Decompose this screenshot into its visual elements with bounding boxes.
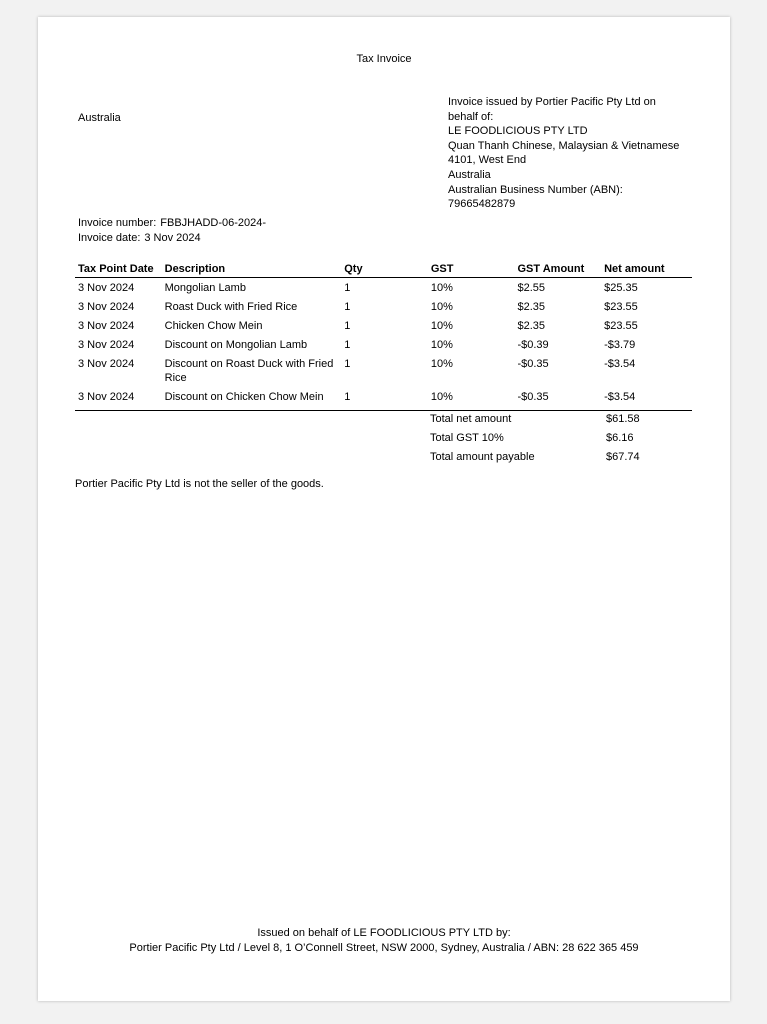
document-title: Tax Invoice (356, 53, 412, 65)
issuer-company: LE FOODLICIOUS PTY LTD (448, 125, 588, 138)
table-row (75, 316, 692, 335)
cell-gst-amount: -$0.39 (517, 339, 549, 351)
header-gst: GST (428, 260, 515, 278)
issuer-country: Australia (448, 168, 491, 181)
cell-gst-amount: $2.55 (517, 282, 545, 294)
cell-net-amount: $23.55 (604, 301, 638, 313)
invoice-meta (78, 216, 266, 245)
table-header-row (75, 260, 692, 278)
cell-gst: 10% (430, 320, 453, 332)
seller-note: Portier Pacific Pty Ltd is not the seller of the goods. (75, 478, 324, 490)
footer-company-details: Portier Pacific Pty Ltd / Level 8, 1 O’Connell Street, NSW 2000, Sydney, Australia / ABN: 28 622 365 459 (129, 942, 639, 954)
issuer-trading-name: Quan Thanh Chinese, Malaysian & Vietnamese (448, 139, 680, 152)
invoice-number-label: Invoice number: (78, 217, 157, 229)
invoice-number-value: FBBJHADD-06-2024- (160, 217, 267, 229)
invoice-number-row (78, 216, 266, 231)
issuer-address: 4101, West End (448, 154, 527, 167)
cell-net-amount: $23.55 (604, 320, 638, 332)
invoice-date-value: 3 Nov 2024 (144, 231, 201, 244)
footer-issued-on-behalf: Issued on behalf of LE FOODLICIOUS PTY LTD by: (257, 927, 511, 939)
cell-qty: 1 (344, 301, 351, 313)
invoice-date-row (78, 231, 266, 246)
totals-block (430, 413, 660, 470)
total-gst-row (430, 432, 660, 451)
cell-date: 3 Nov 2024 (75, 387, 162, 411)
cell-gst-amount: $2.35 (517, 301, 545, 313)
header-net-amount: Net amount (601, 260, 692, 278)
cell-gst-amount: -$0.35 (517, 358, 549, 370)
recipient-country: Australia (78, 112, 121, 124)
total-gst-value: $6.16 (606, 432, 634, 444)
cell-gst: 10% (428, 387, 515, 411)
header-description: Description (162, 260, 342, 278)
cell-gst: 10% (430, 339, 453, 351)
table-row (75, 335, 692, 354)
cell-gst: 10% (430, 282, 453, 294)
cell-qty: 1 (344, 320, 351, 332)
cell-qty: 1 (344, 358, 351, 370)
cell-qty: 1 (341, 387, 428, 411)
cell-gst: 10% (430, 301, 453, 313)
invoice-page (38, 17, 730, 1001)
cell-gst-amount: -$0.35 (514, 387, 601, 411)
cell-net-amount: -$3.79 (604, 339, 636, 351)
cell-date: 3 Nov 2024 (78, 282, 135, 294)
table-row (75, 354, 692, 387)
table-row (75, 297, 692, 316)
cell-date: 3 Nov 2024 (78, 339, 135, 351)
issuer-line-1: Invoice issued by Portier Pacific Pty Ltd on (448, 96, 656, 108)
issuer-abn-value: 79665482879 (448, 198, 516, 211)
cell-description: Mongolian Lamb (164, 282, 246, 294)
total-payable-row (430, 451, 660, 470)
cell-description: Discount on Mongolian Lamb (164, 339, 308, 351)
cell-qty: 1 (344, 339, 351, 351)
cell-description: Chicken Chow Mein (164, 320, 263, 332)
table-row (75, 387, 692, 411)
issuer-abn-label: Australian Business Number (ABN): (448, 183, 623, 196)
cell-qty: 1 (344, 282, 351, 294)
invoice-date-label: Invoice date: (78, 231, 141, 244)
total-net-row (430, 413, 660, 432)
total-payable-value: $67.74 (606, 451, 640, 463)
cell-net-amount: -$3.54 (604, 358, 636, 370)
header-qty: Qty (341, 260, 428, 278)
issuer-line-2: behalf of: (448, 110, 494, 123)
total-payable-label: Total amount payable (430, 451, 535, 463)
issuer-block (448, 95, 708, 212)
cell-gst-amount: $2.35 (517, 320, 545, 332)
cell-date: 3 Nov 2024 (78, 358, 135, 370)
total-gst-label: Total GST 10% (430, 432, 504, 444)
line-items-table (75, 260, 692, 411)
cell-description: Roast Duck with Fried Rice (164, 301, 298, 313)
cell-description: Discount on Roast Duck with Fried Rice (164, 358, 334, 384)
cell-net-amount: -$3.54 (601, 387, 692, 411)
cell-description: Discount on Chicken Chow Mein (162, 387, 342, 411)
table-row (75, 278, 692, 298)
cell-date: 3 Nov 2024 (78, 320, 135, 332)
header-gst-amount: GST Amount (514, 260, 601, 278)
cell-date: 3 Nov 2024 (78, 301, 135, 313)
total-net-value: $61.58 (606, 413, 640, 425)
cell-gst: 10% (430, 358, 453, 370)
header-tax-point-date: Tax Point Date (75, 260, 162, 278)
total-net-label: Total net amount (430, 413, 512, 425)
cell-net-amount: $25.35 (604, 282, 638, 294)
